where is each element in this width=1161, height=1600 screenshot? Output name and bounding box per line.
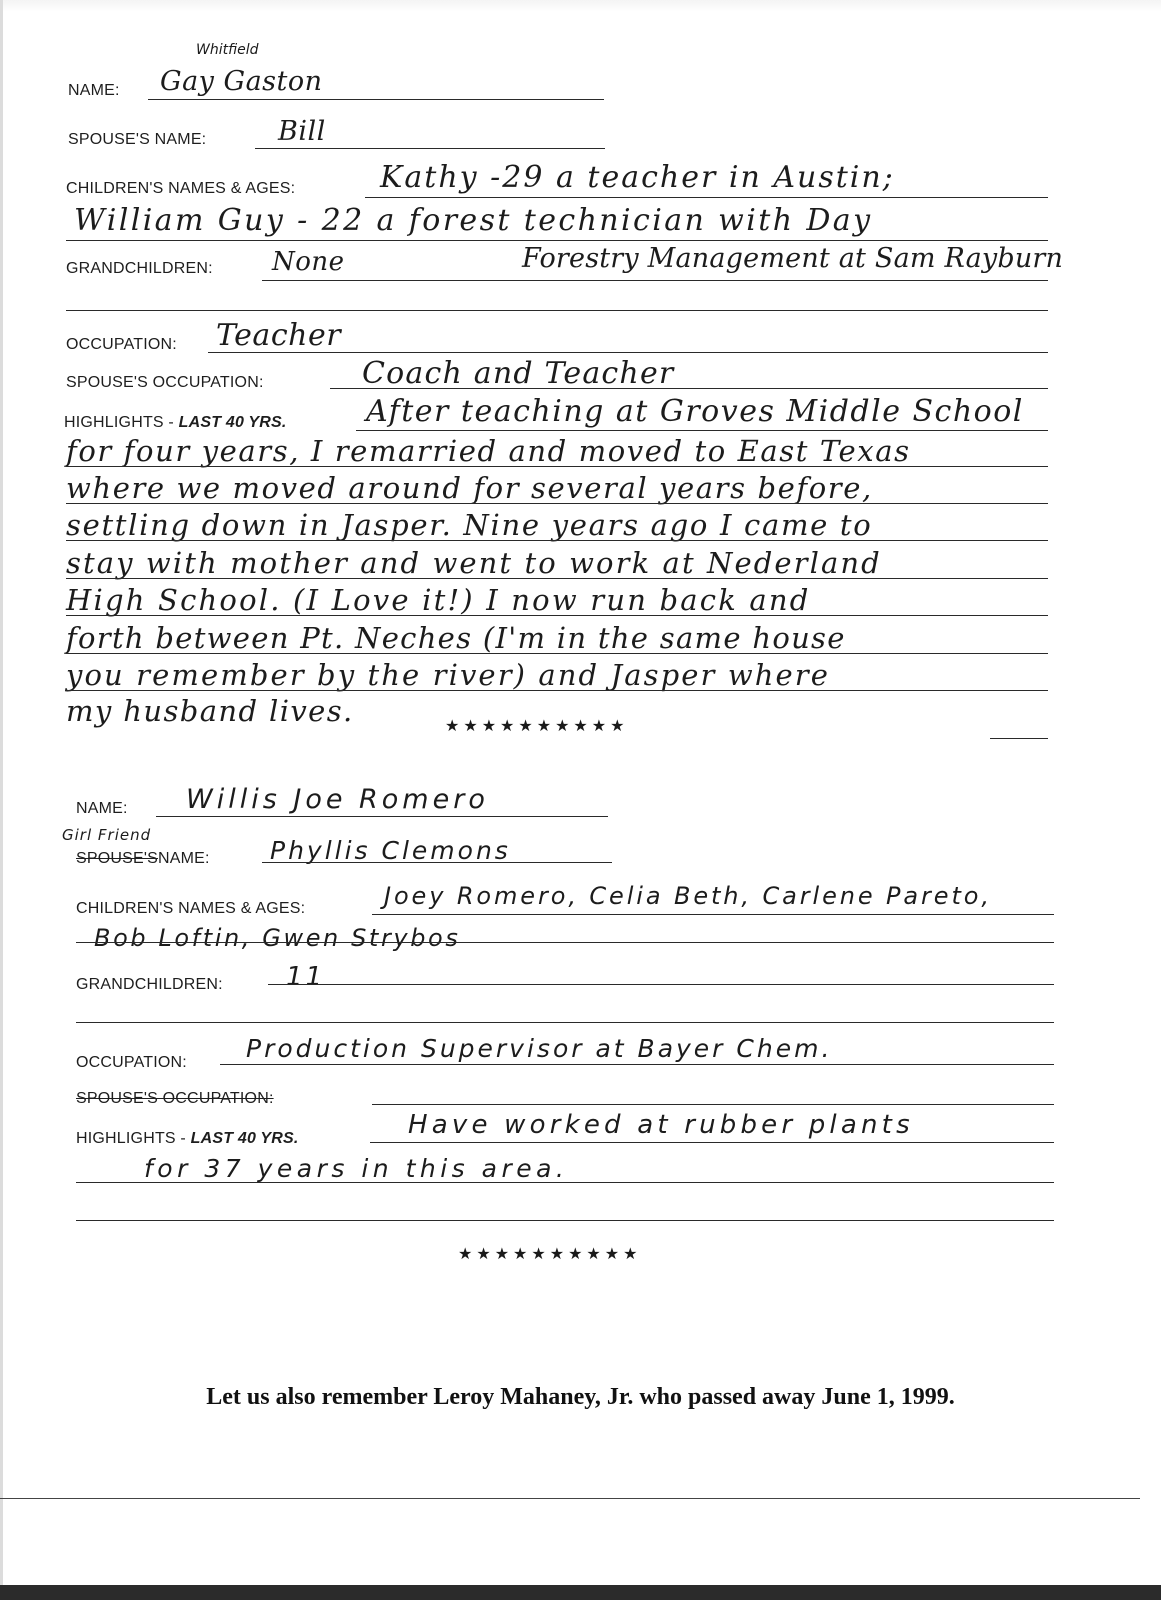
highlights-line-4: settling down in Jasper. Nine years ago I came to <box>66 508 873 542</box>
highlights-label-text-2: HIGHLIGHTS - <box>76 1130 186 1147</box>
name-label: NAME: <box>68 82 120 99</box>
highlights-label-em-2: LAST 40 YRS. <box>190 1130 299 1147</box>
memorial-note: Let us also remember Leroy Mahaney, Jr. who passed away June 1, 1999. <box>206 1384 955 1410</box>
highlights-rule-8 <box>66 690 1048 691</box>
highlights-rule-2-2 <box>76 1182 1054 1183</box>
highlights-rule-9 <box>990 738 1048 739</box>
grandchildren-rule-2-2 <box>76 1022 1054 1023</box>
highlights-line-1: After teaching at Groves Middle School <box>366 394 1024 429</box>
spouse-label: SPOUSE'S NAME: <box>68 131 207 148</box>
highlights-rule-3-2 <box>76 1220 1054 1221</box>
grandchildren-extra: Forestry Management at Sam Rayburn <box>522 243 1064 274</box>
occupation-label-2: OCCUPATION: <box>76 1054 187 1071</box>
children-line-1: Kathy -29 a teacher in Austin; <box>380 160 895 195</box>
highlights-rule-5 <box>66 578 1048 579</box>
spouse-line-2 <box>262 862 612 863</box>
occupation-rule <box>208 352 1048 353</box>
divider-stars-1: ★★★★★★★★★★ <box>445 716 629 735</box>
name-label-2: NAME: <box>76 800 128 817</box>
highlights-line-5: stay with mother and went to work at Nederland <box>66 546 882 580</box>
children-rule-1 <box>365 197 1048 198</box>
spouse-occupation-rule <box>330 388 1048 389</box>
highlights-line-2: for four years, I remarried and moved to East Texas <box>66 434 911 468</box>
grandchildren-label: GRANDCHILDREN: <box>66 260 213 277</box>
name-insert: Whitfield <box>196 42 259 58</box>
spouse-note-2: Girl Friend <box>62 826 152 844</box>
grandchildren-rule-2 <box>66 310 1048 311</box>
highlights-label-em: LAST 40 YRS. <box>178 414 287 431</box>
highlights-line-6: High School. (I Love it!) I now run back and <box>66 583 811 617</box>
spouse-occupation-value: Coach and Teacher <box>362 356 675 391</box>
children-rule-2-2 <box>76 942 1054 943</box>
spouse-line <box>255 148 605 149</box>
highlights-line-2-2: for 37 years in this area. <box>144 1154 569 1183</box>
grandchildren-value-2: 11 <box>286 962 326 992</box>
grandchildren-label-2: GRANDCHILDREN: <box>76 976 223 993</box>
occupation-value: Teacher <box>216 318 342 353</box>
grandchildren-rule-1 <box>262 280 1048 281</box>
spouse-occupation-label-2: SPOUSE'S OCCUPATION: <box>76 1090 274 1107</box>
children-rule-2 <box>66 240 1048 241</box>
highlights-line-9: my husband lives. <box>66 694 354 728</box>
grandchildren-value: None <box>272 247 345 277</box>
spouse-label-rest: NAME: <box>158 850 210 867</box>
highlights-line-1-2: Have worked at rubber plants <box>408 1110 914 1140</box>
spouse-occupation-rule-2 <box>372 1104 1054 1105</box>
occupation-label: OCCUPATION: <box>66 336 177 353</box>
occupation-rule-2 <box>220 1064 1054 1065</box>
children-line-2-2: Bob Loftin, Gwen Strybos <box>94 924 461 952</box>
children-line-2: William Guy - 22 a forest technician with Day <box>74 203 873 238</box>
page-fold-line <box>0 1498 1140 1499</box>
children-line-1-2: Joey Romero, Celia Beth, Carlene Pareto, <box>384 882 992 910</box>
highlights-label-2 <box>76 1130 299 1148</box>
children-label-2: CHILDREN'S NAMES & AGES: <box>76 900 306 917</box>
highlights-line-7: forth between Pt. Neches (I'm in the same house <box>66 621 846 655</box>
grandchildren-rule-1-2 <box>268 984 1054 985</box>
highlights-rule-2 <box>66 466 1048 467</box>
scan-edge-top <box>0 0 1161 12</box>
name-line <box>148 99 604 100</box>
name-value: Gay Gaston <box>160 66 323 97</box>
highlights-line-8: you remember by the river) and Jasper where <box>66 658 831 692</box>
highlights-rule-4 <box>66 540 1048 541</box>
spouse-label-struck: SPOUSE'S <box>76 850 159 867</box>
highlights-rule-7 <box>66 653 1048 654</box>
occupation-value-2: Production Supervisor at Bayer Chem. <box>246 1034 833 1063</box>
children-rule-1-2 <box>372 914 1054 915</box>
spouse-occupation-label: SPOUSE'S OCCUPATION: <box>66 374 264 391</box>
scan-edge-bottom <box>0 1585 1161 1600</box>
name-line-2 <box>156 816 608 817</box>
highlights-label-text: HIGHLIGHTS - <box>64 414 174 431</box>
scan-edge-left <box>0 0 3 1600</box>
highlights-rule-1-2 <box>370 1142 1054 1143</box>
highlights-rule-3 <box>66 503 1048 504</box>
spouse-value: Bill <box>278 116 326 147</box>
divider-stars-2: ★★★★★★★★★★ <box>458 1244 642 1263</box>
highlights-rule-1 <box>356 430 1048 431</box>
children-label: CHILDREN'S NAMES & AGES: <box>66 180 296 197</box>
spouse-value-2: Phyllis Clemons <box>270 836 511 865</box>
highlights-label <box>64 414 287 432</box>
spouse-label-2 <box>76 850 210 868</box>
highlights-line-3: where we moved around for several years before, <box>66 471 873 505</box>
name-value-2: Willis Joe Romero <box>186 784 489 815</box>
highlights-rule-6 <box>66 615 1048 616</box>
